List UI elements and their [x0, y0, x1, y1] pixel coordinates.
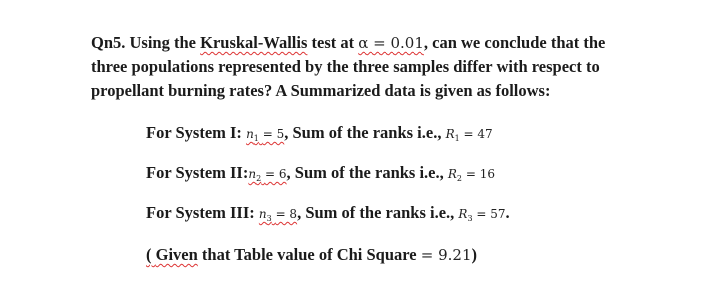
alpha-value: α = 0.01 — [358, 34, 424, 52]
system-row — [146, 123, 493, 143]
sample-size-value: = 6 — [265, 167, 287, 181]
separator: , — [297, 203, 302, 222]
given-text: that Table value of Chi Square — [197, 245, 421, 264]
sample-size-value: = 8 — [275, 207, 298, 221]
separator: , — [284, 123, 289, 142]
rank-sum-symbol: R — [458, 207, 468, 221]
question-line-2: three populations represented by the three samples differ with respect to — [91, 57, 600, 76]
rank-sum-index: 3 — [467, 214, 473, 223]
rank-sum — [448, 167, 495, 181]
given-word: Given — [155, 245, 198, 264]
rank-sum-value: = 16 — [465, 167, 495, 181]
system-row — [146, 163, 495, 183]
system-row — [146, 203, 510, 223]
question-text-part: test at — [307, 33, 359, 52]
question-line-1 — [91, 31, 691, 55]
sample-size — [246, 127, 284, 141]
rank-sum-symbol: R — [447, 167, 457, 181]
system-label: For System I: — [146, 123, 242, 142]
question-text-part: , can we conclude that the — [423, 33, 606, 52]
question-text-part: Using the — [129, 33, 201, 52]
given-open — [146, 245, 198, 264]
rank-sum-value: = 47 — [463, 127, 493, 141]
rank-sum-index: 2 — [456, 174, 463, 183]
separator: , — [286, 163, 291, 182]
sample-size-index: 3 — [266, 214, 272, 223]
question-text — [91, 31, 691, 103]
open-paren: ( — [146, 245, 152, 264]
sum-label: Sum of the ranks i.e., — [294, 163, 444, 182]
row-tail: . — [505, 203, 510, 222]
question-line-3: propellant burning rates? A Summarized data is given as follows: — [91, 81, 551, 100]
sample-size-value: = 5 — [262, 127, 285, 141]
test-name: Kruskal-Wallis — [200, 33, 308, 52]
system-label: For System II: — [146, 163, 249, 182]
sample-size-symbol: n — [246, 127, 254, 141]
sample-size-index: 1 — [253, 134, 259, 143]
rank-sum — [446, 127, 493, 141]
close-paren: ) — [471, 245, 477, 264]
rank-sum-symbol: R — [445, 127, 455, 141]
rank-sum-index: 1 — [454, 134, 460, 143]
chi-square-value: = 9.21 — [420, 246, 472, 264]
sample-size-symbol: n — [248, 167, 257, 181]
sum-label: Sum of the ranks i.e., — [292, 123, 442, 142]
given-note — [146, 245, 477, 265]
question-number: Qn5. — [91, 33, 126, 52]
sample-size-symbol: n — [258, 207, 267, 221]
rank-sum — [458, 207, 505, 221]
system-label: For System III: — [146, 203, 255, 222]
sample-size — [248, 167, 286, 181]
sample-size-index: 2 — [256, 174, 262, 183]
sum-label: Sum of the ranks i.e., — [305, 203, 455, 222]
rank-sum-value: = 57 — [476, 207, 506, 221]
sample-size — [259, 207, 297, 221]
